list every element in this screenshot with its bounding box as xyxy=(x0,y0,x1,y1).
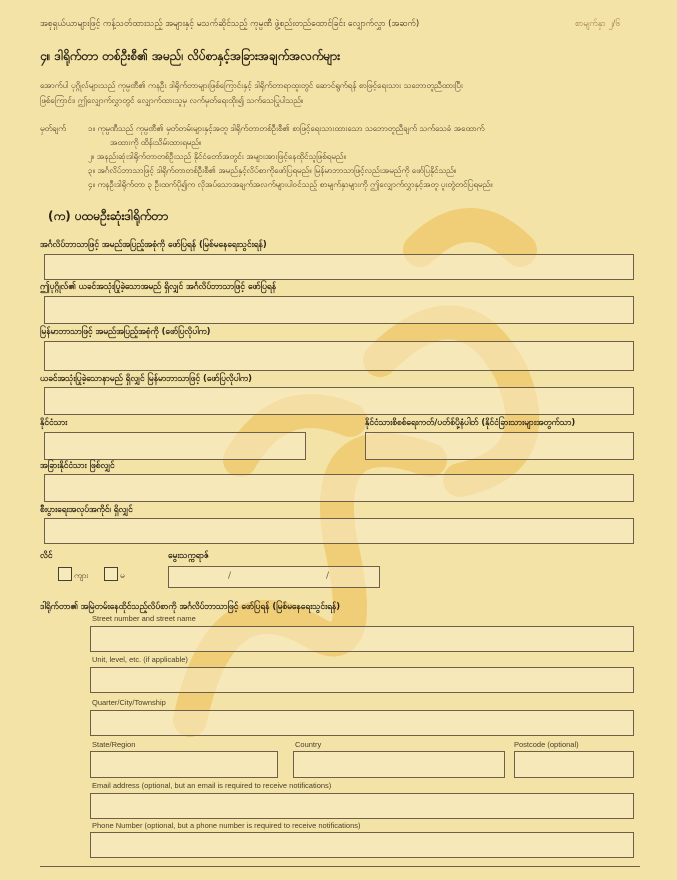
phone-label: Phone Number (optional, but a phone number is required to receive notifications) xyxy=(92,821,361,830)
other-nationality-field[interactable] xyxy=(44,474,634,502)
notes-label: မှတ်ချက် xyxy=(40,124,66,133)
dob-separator-1: / xyxy=(228,571,232,581)
phone-field[interactable] xyxy=(90,832,634,858)
quarter-label: Quarter/City/Township xyxy=(92,698,166,707)
country-label: Country xyxy=(295,740,322,749)
dob-field[interactable] xyxy=(168,566,380,588)
female-checkbox[interactable] xyxy=(104,567,118,581)
email-field[interactable] xyxy=(90,793,634,819)
dob-separator-2: / xyxy=(326,571,330,581)
unit-field[interactable] xyxy=(90,667,634,693)
prev-name-en-field[interactable] xyxy=(44,296,634,324)
country-field[interactable] xyxy=(293,751,505,778)
email-label: Email address (optional, but an email is required to receive notifications) xyxy=(92,781,332,790)
header-text: အစုရှယ်ယာများဖြင့် ကန့်သတ်ထားသည့် အများနှင့် မသက်ဆိုင်သည့် ကုမ္ပဏီ ဖွဲ့စည်းတည်ထောင်ခြင်း လျှောက်လွှာ (အဆက်) xyxy=(40,19,420,29)
dob-label: မွေးသက္ကရာဇ် xyxy=(168,550,209,560)
note-1: ၁။ ကုမ္ပဏီသည် ကုမ္ပဏီ၏ မှတ်တမ်းများနှင့်အတူ ဒါရိုက်တာတစ်ဦးစီ၏ စာဖြင့်ရေးသားထားသော သဘောတူညီချက် သက်သေခံ အထောက် xyxy=(88,124,485,133)
state-field[interactable] xyxy=(90,751,278,778)
street-label: Street number and street name xyxy=(92,614,196,623)
postcode-field[interactable] xyxy=(514,751,634,778)
street-field[interactable] xyxy=(90,626,634,652)
name-mm-field[interactable] xyxy=(44,341,634,371)
male-label: ကျား xyxy=(74,571,89,580)
quarter-field[interactable] xyxy=(90,710,634,736)
bottom-divider xyxy=(40,866,640,867)
nrc-label: နိုင်ငံသားစိစစ်ရေးကတ်/ပတ်စ်ပို့နံပါတ် (နိုင်ငံခြားသားများအတွက်သာ) xyxy=(365,417,576,427)
name-en-label: အင်္ဂလိပ်ဘာသာဖြင့် အမည်အပြည့်အစုံကို ဖော်ပြရန် (မြစ်မနေရေးသွင်းရန်) xyxy=(40,239,267,249)
postcode-label: Postcode (optional) xyxy=(514,740,579,749)
male-checkbox[interactable] xyxy=(58,567,72,581)
unit-label: Unit, level, etc. (if applicable) xyxy=(92,655,188,664)
intro-line-1: အောက်ပါ ပုဂ္ဂိုလ်များသည် ကုမ္ပဏီ၏ ကနဦး ဒါရိုက်တာများဖြစ်ကြောင်းနှင့် ဒါရိုက်တာရာထူးတွင် ဆောင်ရွက်ရန် စာဖြင့်ရေးသား သဘောတူညီထားပြီး xyxy=(40,81,463,90)
prev-name-mm-field[interactable] xyxy=(44,387,634,415)
note-3: ၃။ အင်္ဂလိပ်ဘာသာဖြင့် ဒါရိုက်တာတစ်ဦးစီ၏ အမည်နှင့်လိပ်စာကိုဖော်ပြရမည်။ မြန်မာဘာသာဖြင့်လည်းအမည်ကို ဖော်ပြနိုင်သည်။ xyxy=(88,166,457,175)
state-label: State/Region xyxy=(92,740,136,749)
nrc-field[interactable] xyxy=(365,432,634,460)
note-4: ၄။ ကနဦးဒါရိုက်တာ ၃ ဦးထက်ပို၍က လိုအပ်သောအချက်အလက်များပါဝင်သည့် စာမျက်နှာများကို ဤလျှောက်လွှာနှင့်အတူ ပူးတွဲတင်ပြရမည်။ xyxy=(88,180,493,189)
female-label: မ xyxy=(120,571,125,580)
business-field[interactable] xyxy=(44,518,634,544)
name-mm-label: မြန်မာဘာသာဖြင့် အမည်အပြည့်အစုံကို (ဖော်ပြလိုပါက) xyxy=(40,326,211,336)
prev-name-en-label: ဤပုဂ္ဂိုလ်၏ ယခင်အသုံးပြုခဲ့သောအမည် ရှိလျှင် အင်္ဂလိပ်ဘာသာဖြင့် ဖော်ပြရန် xyxy=(40,281,277,291)
gender-label: လိင် xyxy=(40,550,53,560)
business-label: စီးပွားရေးအလုပ်အကိုင်၊ ရှိလျှင် xyxy=(40,504,133,514)
prev-name-mm-label: ယခင်အသုံးပြုခဲ့သောနာမည် ရှိလျှင် မြန်မာဘာသာဖြင့် (ဖော်ပြလိုပါက) xyxy=(40,373,252,383)
page-title: ၄။ ဒါရိုက်တာ တစ်ဦးစီ၏ အမည်၊ လိပ်စာနှင့်အခြားအချက်အလက်များ xyxy=(40,49,341,63)
other-nationality-label: အခြားနိုင်ငံသား ဖြစ်လျှင် xyxy=(40,460,115,470)
nationality-field[interactable] xyxy=(44,432,306,460)
name-en-field[interactable] xyxy=(44,254,634,280)
note-2: ၂။ အနည်းဆုံးဒါရိုက်တာတစ်ဦးသည် နိုင်ငံတော်အတွင်း အများအားဖြင့်နေထိုင်သူဖြစ်ရမည်။ xyxy=(88,152,346,161)
page-number: စာမျက်နှာ ၂/၆ xyxy=(575,19,621,29)
note-1-cont: အထားကို ထိန်းသိမ်းထားရမည်။ xyxy=(110,138,202,147)
nationality-label: နိုင်ငံသား xyxy=(40,417,68,427)
section-heading: (က) ပထမဦးဆုံးဒါရိုက်တာ xyxy=(48,209,169,223)
address-heading: ဒါရိုက်တာ၏ အမြဲတမ်းနေထိုင်သည့်လိပ်စာကို အင်္ဂလိပ်ဘာသာဖြင့် ဖော်ပြရန် (မြစ်မနေရေးသွင်းရန်) xyxy=(40,601,341,611)
intro-line-2: ဖြစ်ကြောင်း၊ ဤလျှောက်လွှာတွင် လျှောက်ထားသူမှ လက်မှတ်ရေးထိုး၍ သက်သေပြုပါသည်။ xyxy=(40,96,304,105)
